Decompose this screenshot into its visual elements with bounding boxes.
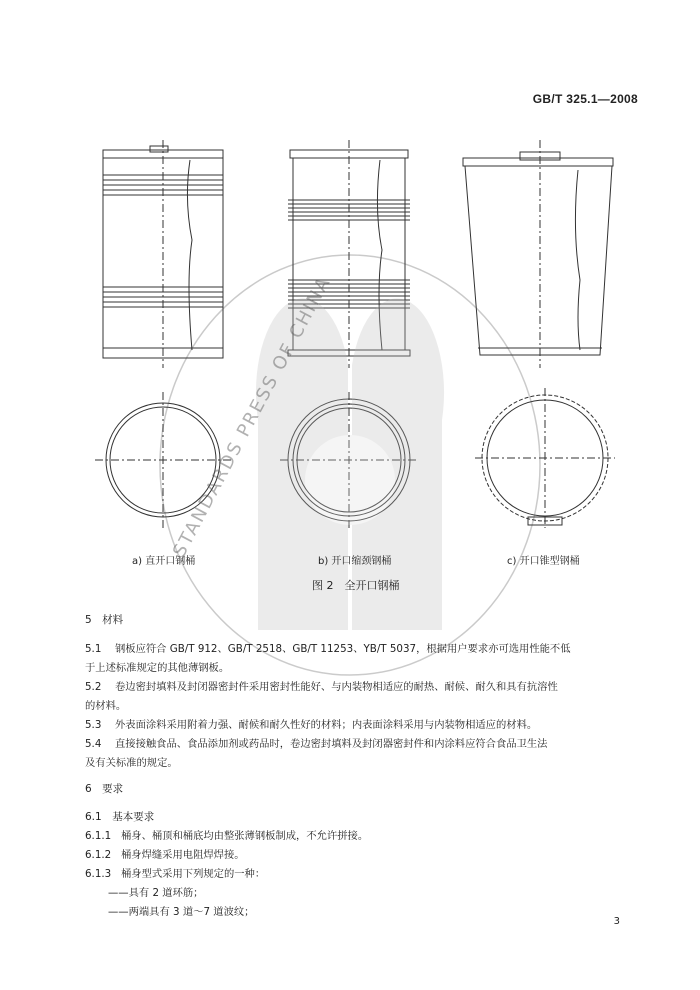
clause-text: 卷边密封填料及封闭器密封件采用密封性能好、与内装物相适应的耐热、耐候、耐久和具有抗溶性 — [115, 681, 558, 693]
clause-text: 桶身型式采用下列规定的一种： — [121, 868, 266, 880]
clause-number: 6.1.2 — [85, 849, 112, 861]
figure-title: 图 2 全开口钢桶 — [312, 579, 400, 592]
drum-a-plan — [95, 392, 231, 528]
caption-b: b) 开口缩颈钢桶 — [318, 556, 392, 567]
caption-a: a) 直开口钢桶 — [132, 556, 196, 567]
watermark-text: STANDARDS PRESS OF CHINA — [168, 272, 336, 561]
clause-text: 外表面涂料采用附着力强、耐候和耐久性好的材料；内表面涂料采用与内装物相适应的材料。 — [115, 719, 538, 731]
drum-b-elevation — [288, 140, 410, 368]
clause-number: 5.3 — [85, 719, 102, 731]
drum-b-plan — [280, 392, 418, 528]
clause-5-2 — [85, 678, 620, 716]
clause-number: 5.2 — [85, 681, 102, 693]
page-number: 3 — [613, 916, 620, 927]
section-5-heading: 5 材料 — [85, 614, 124, 626]
drum-c-plan — [475, 388, 615, 528]
clause-6-1-3 — [85, 865, 620, 884]
clause-number: 5.1 — [85, 643, 102, 655]
drum-a-elevation — [103, 140, 223, 368]
list-item: ——两端具有 3 道～7 道波纹； — [108, 906, 255, 918]
clause-text: 桶身、桶顶和桶底均由整张薄钢板制成，不允许拼接。 — [121, 830, 369, 842]
drum-c-elevation — [463, 140, 613, 368]
clause-5-4 — [85, 735, 620, 773]
caption-c: c) 开口锥型钢桶 — [507, 556, 580, 567]
list-item: ——具有 2 道环筋； — [108, 887, 204, 899]
clause-number: 5.4 — [85, 738, 102, 750]
clause-text: 桶身焊缝采用电阻焊焊接。 — [121, 849, 245, 861]
standard-number: GB/T 325.1—2008 — [532, 92, 638, 106]
section-6-heading: 6 要求 — [85, 783, 124, 795]
clause-6-1-heading: 6.1 基本要求 — [85, 811, 155, 823]
clause-number: 6.1.1 — [85, 830, 112, 842]
clause-text: 及有关标准的规定。 — [85, 757, 178, 769]
clause-number: 6.1.3 — [85, 868, 112, 880]
clause-text: 的材料。 — [85, 700, 127, 712]
clause-5-3 — [85, 716, 620, 735]
clause-text: 于上述标准规定的其他薄钢板。 — [85, 662, 230, 674]
clause-5-1 — [85, 640, 620, 678]
clause-6-1-1 — [85, 827, 620, 846]
clause-text: 直接接触食品、食品添加剂或药品时，卷边密封填料及封闭器密封件和内涂料应符合食品卫生法 — [115, 738, 548, 750]
clause-text: 钢板应符合 GB/T 912、GB/T 2518、GB/T 11253、YB/T 5037，根据用户要求亦可选用性能不低 — [115, 643, 571, 655]
clause-6-1-2 — [85, 846, 620, 865]
